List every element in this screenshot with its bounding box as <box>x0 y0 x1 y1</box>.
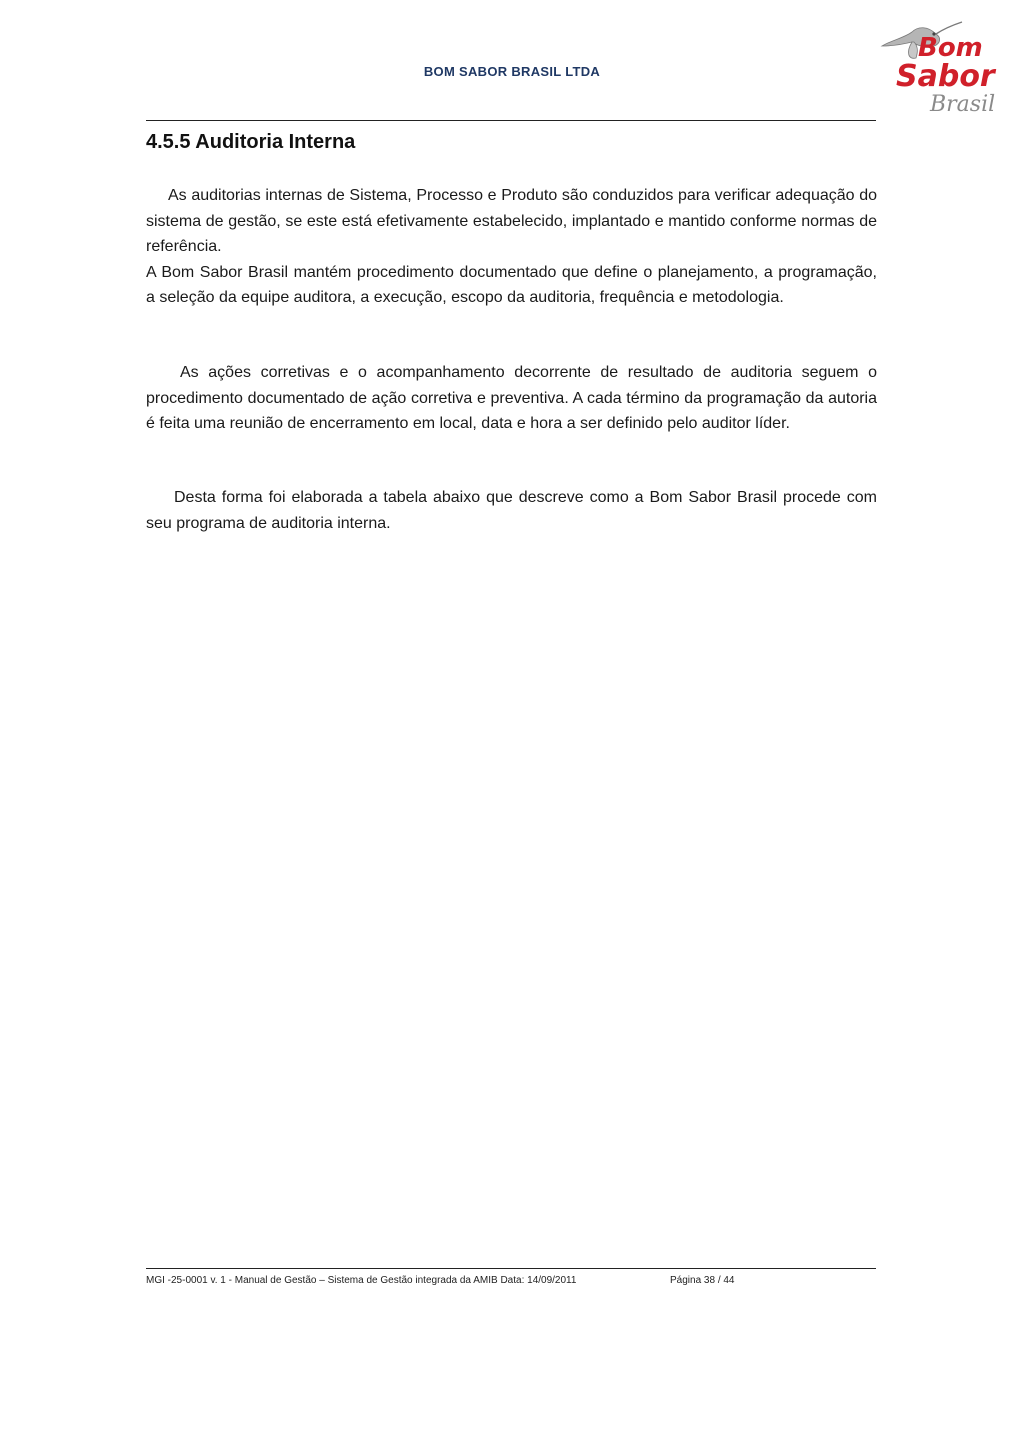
paragraph-1b: A Bom Sabor Brasil mantém procedimento documentado que define o planejamento, a programação, a seleção da equipe auditora, a execução, escopo da auditoria, frequência e metodologia. <box>146 263 877 306</box>
logo-word-sabor: Sabor <box>896 59 995 94</box>
paragraph-intro <box>146 183 877 311</box>
bom-sabor-brasil-logo <box>878 12 1013 122</box>
footer-divider <box>146 1268 876 1269</box>
footer-doc-info: MGI -25-0001 v. 1 - Manual de Gestão – Sistema de Gestão integrada da AMIB Data: 14/09/2011 <box>146 1275 577 1286</box>
logo-word-bom: Bom <box>918 33 983 63</box>
paragraph-corrective-actions: As ações corretivas e o acompanhamento decorrente de resultado de auditoria seguem o procedimento documentado de ação corretiva e preventiva. A cada término da programação da autoria é feita uma reunião de encerramento em local, data e hora a ser definido pelo auditor líder. <box>146 364 877 432</box>
paragraph-table-intro: Desta forma foi elaborada a tabela abaixo que descreve como a Bom Sabor Brasil procede com seu programa de auditoria interna. <box>146 489 877 532</box>
page-footer <box>146 1275 877 1286</box>
company-header: BOM SABOR BRASIL LTDA <box>423 64 601 79</box>
section-title: 4.5.5 Auditoria Interna <box>146 131 356 153</box>
header-divider <box>146 120 876 121</box>
footer-page-number: Página 38 / 44 <box>670 1275 735 1286</box>
logo-word-brasil: Brasil <box>930 92 996 117</box>
paragraph-1a: As auditorias internas de Sistema, Processo e Produto são conduzidos para verificar adequação do sistema de gestão, se este está efetivamente estabelecido, implantado e mantido conforme normas de referência. <box>146 187 877 255</box>
